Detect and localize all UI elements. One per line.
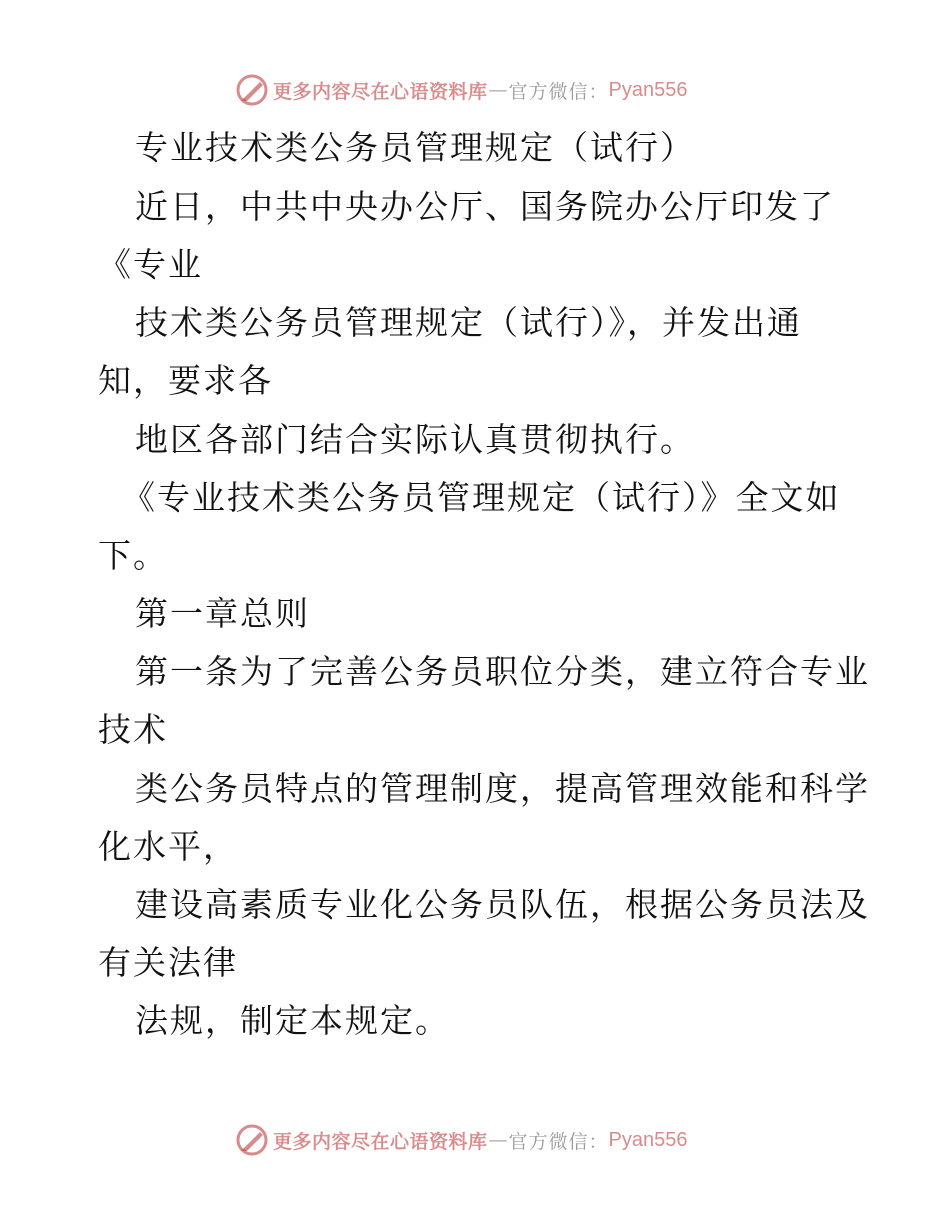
watermark-wechat-label: 官方微信： [508,1130,609,1153]
paragraph-line: 建设高素质专业化公务员队伍，根据公务员法及 [135,885,870,924]
watermark-header [235,72,688,108]
watermark-wechat-label: 官方微信： [508,80,609,103]
pen-logo-icon [235,1123,269,1157]
chapter-heading: 第一章总则 [135,594,310,633]
paragraph-line: 近日，中共中央办公厅、国务院办公厅印发了 [135,187,835,226]
document-title: 专业技术类公务员管理规定（试行） [135,128,695,167]
watermark-footer [235,1122,688,1158]
paragraph-line: 法规，制定本规定。 [135,1001,450,1040]
paragraph-line: 技术类公务员管理规定（试行）》，并发出通 [135,303,802,342]
watermark-text: 更多内容尽在心语资料库 [273,80,488,103]
paragraph-line: 《专业技术类公务员管理规定（试行）》全文如 [122,478,841,517]
paragraph-line: 地区各部门结合实际认真贯彻执行。 [135,420,695,459]
pen-logo-icon [235,73,269,107]
watermark-wechat-id: Pyan556 [608,78,688,101]
paragraph-line: 化水平， [98,827,238,866]
paragraph-line: 技术 [98,710,168,749]
watermark-separator: — [488,79,508,101]
watermark-separator: — [488,1129,508,1151]
watermark-wechat-id: Pyan556 [608,1128,688,1151]
paragraph-line: 第一条为了完善公务员职位分类，建立符合专业 [135,652,870,691]
paragraph-line: 类公务员特点的管理制度，提高管理效能和科学 [135,769,870,808]
watermark-text: 更多内容尽在心语资料库 [273,1130,488,1153]
paragraph-line: 有关法律 [98,943,238,982]
paragraph-line: 《专业 [98,245,203,284]
paragraph-line: 下。 [98,536,168,575]
paragraph-line: 知，要求各 [98,361,273,400]
